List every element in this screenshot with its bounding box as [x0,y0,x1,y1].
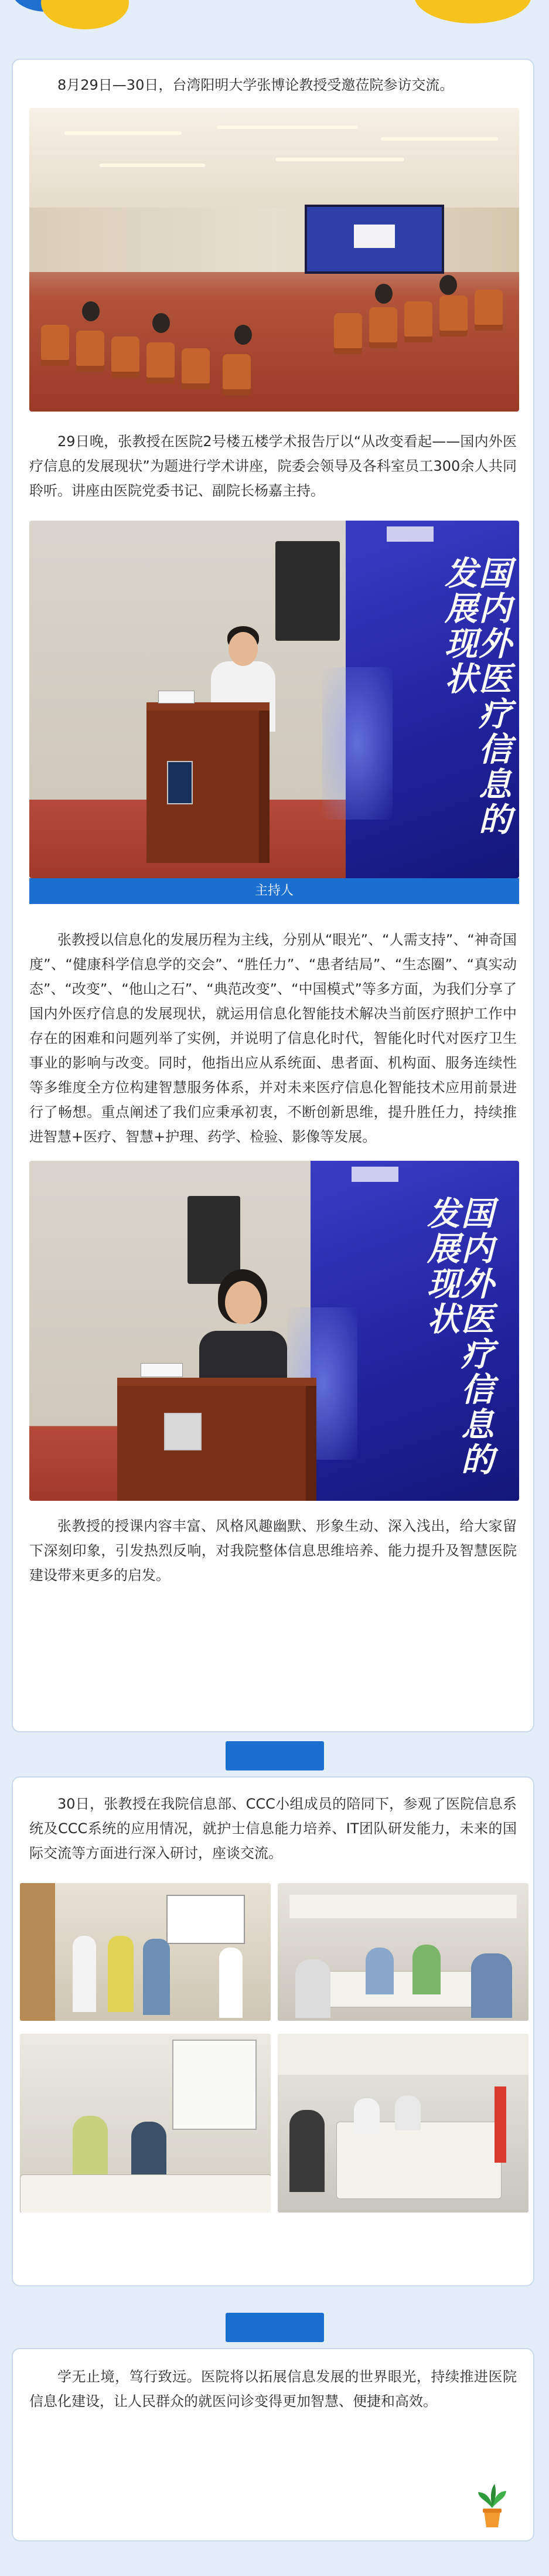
intro-paragraph: 8月29日—30日，台湾阳明大学张博论教授受邀莅院参访交流。 [57,77,454,93]
potted-plant-icon [475,2482,510,2529]
section-divider-bar [226,1741,324,1770]
host-photo [29,521,519,878]
meeting-photo-4 [278,2034,528,2213]
speaker-photo [29,1161,519,1501]
speaker-cabinet [275,541,340,641]
section-divider-bar-2 [226,2313,324,2342]
closing-paragraph: 张教授的授课内容丰富、风格风趣幽默、形象生动、深入浅出，给大家留下深刻印象，引发热烈反响，对我院整体信息思维培养、能力提升及智慧医院建设带来更多的启发。 [29,1518,517,1583]
meeting-photo-2 [278,1883,528,2021]
meeting-photo-1 [20,1883,271,2021]
lecture-content-paragraph: 张教授以信息化的发展历程为主线，分别从“眼光”、“人需支持”、“神奇国度”、“健康科学信息学的交会”、“胜任力”、“患者结局”、“生态圈”、“真实动态”、“改变”、“他山之石”、“典范改变”、“中国模式”等多方面，为我们分享了国内外医疗信息的发展现状，就运用信息化智能技术解决当前医疗照护工作中存在的困难和问题列举了实例，并说明了信息化时代，智能化时代对医疗卫生事业的影响与改变。同时，他指出应从系统面、患者面、机构面、服务连续性等多维度全方位构建智慧服务体系，并对未来医疗信息化智能技术应用前景进行了畅想。重点阐述了我们应秉承初衷，不断创新思维，提升胜任力，持续推进智慧+医疗、智慧+护理、药学、检验、影像等发展。 [29,932,517,1145]
lecture-paragraph: 29日晚，张教授在医院2号楼五楼学术报告厅以“从改变看起——国内外医疗信息的发展现状”为题进行学术讲座，院委会领导及各科室员工300余人共同聆听。讲座由医院党委书记、副院长杨嘉主持。 [29,433,517,499]
meeting-photo-3 [20,2034,271,2213]
article-section-conclusion [12,2348,534,2541]
header-decoration-yellow-right [414,0,531,23]
conclusion-paragraph: 学无止境，笃行致远。医院将以拓展信息发展的世界眼光，持续推进医院信息化建设，让人民群众的就医问诊变得更加智慧、便捷和高效。 [29,2368,517,2410]
slide-title-2: 国内外医疗信息的发展现状 [422,1196,495,1477]
article-section-visit-lecture [12,59,534,1732]
auditorium-photo [29,108,519,412]
host-caption: 主持人 [29,878,519,904]
system-visit-paragraph: 30日，张教授在我院信息部、CCC小组成员的陪同下，参观了医院信息系统及CCC系统的应用情况，就护士信息能力培养、IT团队研发能力，未来的国际交流等方面进行深入研讨，座谈交流。 [29,1796,517,1861]
header-decoration-yellow-left [41,0,129,29]
article-section-system-visit [12,1776,534,2286]
slide-title: 国内外医疗信息的发展现状 [439,556,512,837]
presentation-screen [346,521,519,878]
